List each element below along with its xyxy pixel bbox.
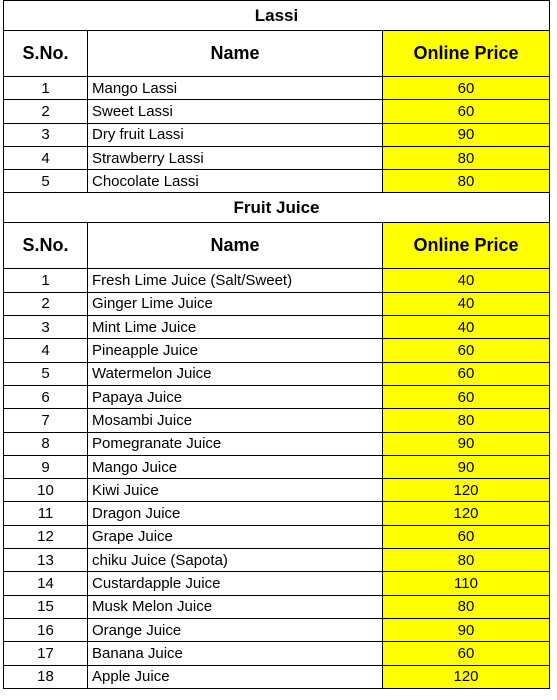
cell-price: 80 [383,549,550,572]
cell-sno: 17 [4,642,88,665]
cell-name: Apple Juice [88,665,383,688]
cell-price: 80 [383,146,550,169]
cell-sno: 3 [4,316,88,339]
table-row [4,642,550,665]
cell-name: Mosambi Juice [88,409,383,432]
cell-sno: 4 [4,146,88,169]
table-row [4,479,550,502]
table-row [4,146,550,169]
section-title-row [4,193,550,223]
cell-price: 120 [383,502,550,525]
column-header-row [4,31,550,77]
cell-price: 120 [383,665,550,688]
cell-name: chiku Juice (Sapota) [88,549,383,572]
cell-price: 60 [383,77,550,100]
cell-price: 60 [383,100,550,123]
cell-price: 40 [383,316,550,339]
cell-sno: 1 [4,77,88,100]
header-online-price: Online Price [383,31,550,77]
cell-sno: 5 [4,170,88,193]
table-row [4,316,550,339]
table-row [4,409,550,432]
section-title: Lassi [4,1,550,31]
section-title-row [4,1,550,31]
cell-sno: 11 [4,502,88,525]
table-row [4,362,550,385]
cell-name: Dry fruit Lassi [88,123,383,146]
cell-price: 80 [383,170,550,193]
cell-sno: 6 [4,385,88,408]
cell-name: Ginger Lime Juice [88,292,383,315]
cell-sno: 2 [4,100,88,123]
cell-price: 110 [383,572,550,595]
cell-name: Papaya Juice [88,385,383,408]
table-row [4,572,550,595]
table-row [4,665,550,688]
cell-price: 90 [383,123,550,146]
table-row [4,292,550,315]
table-row [4,100,550,123]
cell-sno: 7 [4,409,88,432]
cell-sno: 12 [4,525,88,548]
header-name: Name [88,223,383,269]
cell-price: 60 [383,642,550,665]
cell-name: Mango Lassi [88,77,383,100]
cell-price: 120 [383,479,550,502]
cell-price: 60 [383,362,550,385]
cell-sno: 9 [4,455,88,478]
cell-price: 60 [383,385,550,408]
cell-sno: 8 [4,432,88,455]
table-row [4,385,550,408]
cell-sno: 13 [4,549,88,572]
table-row [4,269,550,292]
cell-price: 40 [383,269,550,292]
table-row [4,595,550,618]
table-row [4,455,550,478]
price-list-sheet [3,0,555,700]
price-list-table [3,0,550,689]
cell-sno: 4 [4,339,88,362]
table-row [4,549,550,572]
cell-name: Orange Juice [88,618,383,641]
cell-price: 60 [383,339,550,362]
cell-name: Banana Juice [88,642,383,665]
table-row [4,502,550,525]
table-row [4,525,550,548]
cell-name: Pomegranate Juice [88,432,383,455]
cell-name: Mint Lime Juice [88,316,383,339]
cell-sno: 18 [4,665,88,688]
cell-sno: 1 [4,269,88,292]
cell-name: Fresh Lime Juice (Salt/Sweet) [88,269,383,292]
cell-sno: 15 [4,595,88,618]
cell-name: Musk Melon Juice [88,595,383,618]
cell-price: 90 [383,432,550,455]
column-header-row [4,223,550,269]
header-sno: S.No. [4,31,88,77]
cell-name: Grape Juice [88,525,383,548]
cell-name: Pineapple Juice [88,339,383,362]
table-row [4,77,550,100]
cell-sno: 16 [4,618,88,641]
section-title: Fruit Juice [4,193,550,223]
cell-price: 60 [383,525,550,548]
table-row [4,339,550,362]
cell-name: Custardapple Juice [88,572,383,595]
table-row [4,170,550,193]
table-row [4,432,550,455]
cell-name: Sweet Lassi [88,100,383,123]
cell-sno: 3 [4,123,88,146]
price-list-body [4,1,550,689]
header-online-price: Online Price [383,223,550,269]
cell-price: 90 [383,618,550,641]
cell-name: Strawberry Lassi [88,146,383,169]
cell-name: Mango Juice [88,455,383,478]
header-name: Name [88,31,383,77]
table-row [4,123,550,146]
cell-sno: 5 [4,362,88,385]
cell-sno: 10 [4,479,88,502]
cell-price: 80 [383,595,550,618]
cell-price: 90 [383,455,550,478]
cell-sno: 14 [4,572,88,595]
cell-name: Dragon Juice [88,502,383,525]
table-row [4,618,550,641]
cell-price: 40 [383,292,550,315]
cell-name: Kiwi Juice [88,479,383,502]
cell-name: Watermelon Juice [88,362,383,385]
cell-price: 80 [383,409,550,432]
cell-sno: 2 [4,292,88,315]
cell-name: Chocolate Lassi [88,170,383,193]
header-sno: S.No. [4,223,88,269]
